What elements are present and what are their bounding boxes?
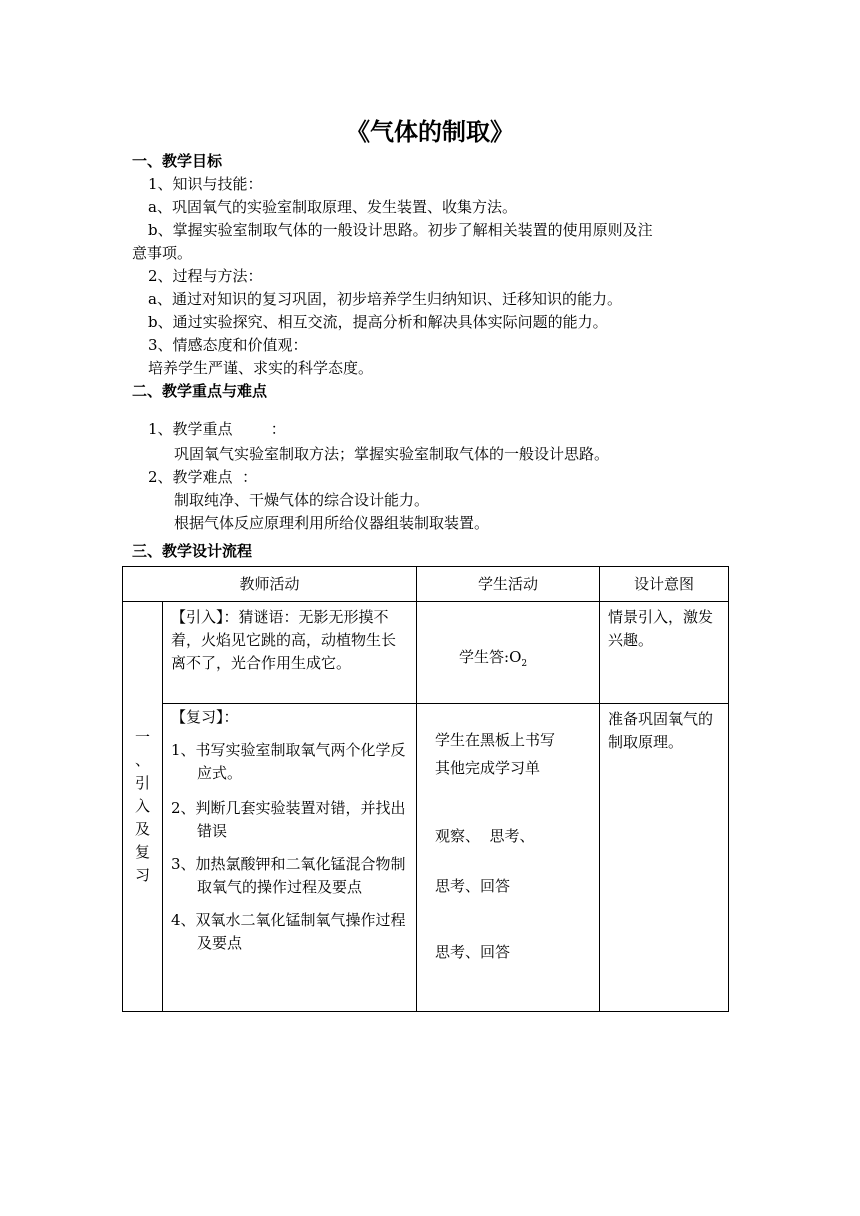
intent-cell [600, 602, 729, 704]
text-line: b、通过实验探究、相互交流，提高分析和解决具体实际问题的能力。 [148, 313, 608, 331]
review-heading: 【复习】： [171, 708, 239, 726]
text-line: a、巩固氧气的实验室制取原理、发生装置、收集方法。 [148, 198, 517, 216]
student-text: 其他完成学习单 [435, 759, 541, 777]
intent-text: 准备巩固氧气的制取原理。 [608, 710, 714, 751]
text-line: 意事项。 [132, 244, 193, 262]
teaching-flow-table [122, 566, 729, 1012]
section-char: 习 [134, 866, 150, 884]
student-text: 学生在黑板上书写 [435, 731, 556, 749]
header-student: 学生活动 [417, 567, 600, 602]
section-char: 引 [134, 774, 150, 792]
text-line: 1、知识与技能： [148, 175, 263, 193]
student-text: 观察、 思考、 [435, 827, 535, 845]
header-teacher: 教师活动 [123, 567, 417, 602]
intent-cell [600, 704, 729, 1012]
student-cell [417, 602, 600, 704]
section-label-cell [123, 602, 163, 1012]
text-line: 培养学生严谨、求实的科学态度。 [148, 359, 374, 377]
table-row [123, 602, 729, 704]
student-text: 思考、回答 [435, 877, 511, 895]
intent-text: 情景引入，激发兴趣。 [608, 608, 714, 649]
page-title: 《气体的制取》 [346, 118, 514, 146]
student-answer: 学生答$:O_2$ [459, 648, 528, 669]
table-header-row [123, 567, 729, 602]
review-item: 2、判断几套实验装置对错，并找出错误 [171, 799, 406, 840]
student-text: 思考、回答 [435, 943, 511, 961]
section-2-heading: 二、教学重点与难点 [132, 382, 268, 400]
review-item: 1、书写实验室制取氧气两个化学反应式。 [171, 741, 406, 782]
section-3-heading: 三、教学设计流程 [132, 542, 253, 560]
text-line: 1、教学重点 ： [148, 420, 286, 438]
text-line: 制取纯净、干燥气体的综合设计能力。 [174, 491, 430, 509]
section-1-heading: 一、教学目标 [132, 152, 223, 170]
intro-text: 【引入】：猜谜语：无影无形摸不着，火焰见它跳的高，动植物生长离不了，光合作用生成它。 [171, 608, 397, 672]
text-line: b、掌握实验室制取气体的一般设计思路。初步了解相关装置的使用原则及注 [148, 221, 653, 239]
section-char: 及 [134, 820, 150, 838]
table-row [123, 704, 729, 1012]
teacher-cell [163, 602, 417, 704]
teacher-cell [163, 704, 417, 1012]
text-line: 根据气体反应原理利用所给仪器组装制取装置。 [174, 514, 490, 532]
student-cell [417, 704, 600, 1012]
review-item: 4、双氧水二氧化锰制氧气操作过程及要点 [171, 911, 406, 952]
text-line: 2、教学难点 ： [148, 468, 258, 486]
section-char: 一 [134, 728, 150, 746]
section-char: 、 [134, 751, 150, 769]
section-char: 入 [134, 797, 150, 815]
text-line: 2、过程与方法： [148, 267, 263, 285]
review-item: 3、加热氯酸钾和二氧化锰混合物制取氧气的操作过程及要点 [171, 855, 406, 896]
section-char: 复 [134, 843, 150, 861]
text-line: a、通过对知识的复习巩固，初步培养学生归纳知识、迁移知识的能力。 [148, 290, 622, 308]
text-line: 巩固氧气实验室制取方法；掌握实验室制取气体的一般设计思路。 [174, 445, 610, 463]
header-intent: 设计意图 [600, 567, 729, 602]
text-line: 3、情感态度和价值观： [148, 336, 308, 354]
